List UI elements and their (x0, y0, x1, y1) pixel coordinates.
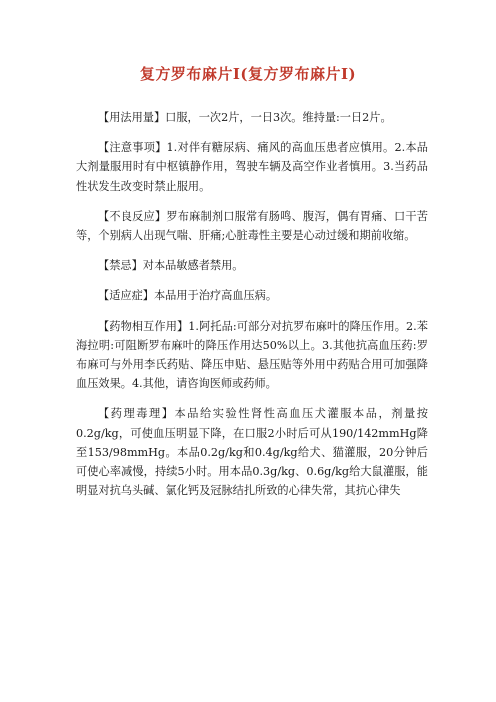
paragraph-adverse-reactions (76, 207, 428, 245)
section-text: 口服，一次2片，一日3次。维持量:一日2片。 (165, 111, 392, 124)
section-label: 【用法用量】 (98, 111, 166, 124)
paragraph-contraindications (76, 256, 428, 275)
paragraph-pharmacology (76, 404, 428, 500)
document-body (76, 108, 428, 511)
section-label: 【不良反应】 (98, 209, 167, 223)
section-text: 1.阿托品:可部分对抗罗布麻叶的降压作用。2.苯海拉明:可阻断罗布麻叶的降压作用达50%以上。3.其他抗高血压药:罗布麻可与外用李氏药贴、降压申贴、悬压贴等外用中药贴合用可加强降血压效果。4.其他，请咨询医师或药师。 (76, 319, 428, 391)
section-text: 本品给实验性肾性高血压犬灌服本品，剂量按0.2g/kg，可使血压明显下降，在口服2小时后可从190/142mmHg降至153/98mmHg。本品0.2g/kg和0.4g/kg给犬、猫灌服，20分钟后可使心率减慢，持续5小时。用本品0.3g/kg、0.6g/kg给大鼠灌服，能明显对抗乌头碱、氯化钙及冠脉结扎所致的心律失常，其抗心律失 (76, 407, 428, 498)
paragraph-precautions (76, 138, 428, 196)
section-text: 1.对伴有糖尿病、痛风的高血压患者应慎用。2.本品大剂量服用时有中枢镇静作用，驾驶车辆及高空作业者慎用。3.当药品性状发生改变时禁止服用。 (76, 141, 428, 193)
section-text: 罗布麻制剂口服常有肠鸣、腹泻，偶有胃痛、口干苦等，个别病人出现气喘、肝痛;心脏毒性主要是心动过缓和期前收缩。 (76, 209, 428, 243)
paragraph-indications (76, 286, 428, 305)
section-text: 本品用于治疗高血压病。 (153, 289, 278, 303)
paragraph-dosage (76, 108, 428, 127)
section-text: 对本品敏感者禁用。 (142, 259, 244, 273)
section-label: 【适应症】 (98, 289, 154, 303)
page-title: 复方罗布麻片Ⅰ(复方罗布麻片Ⅰ) (139, 65, 357, 83)
section-label: 【药物相互作用】 (98, 319, 189, 333)
section-label: 【药理毒理】 (98, 407, 175, 421)
section-label: 【注意事项】 (98, 141, 167, 155)
paragraph-drug-interactions (76, 317, 428, 394)
section-label: 【禁忌】 (98, 259, 143, 273)
